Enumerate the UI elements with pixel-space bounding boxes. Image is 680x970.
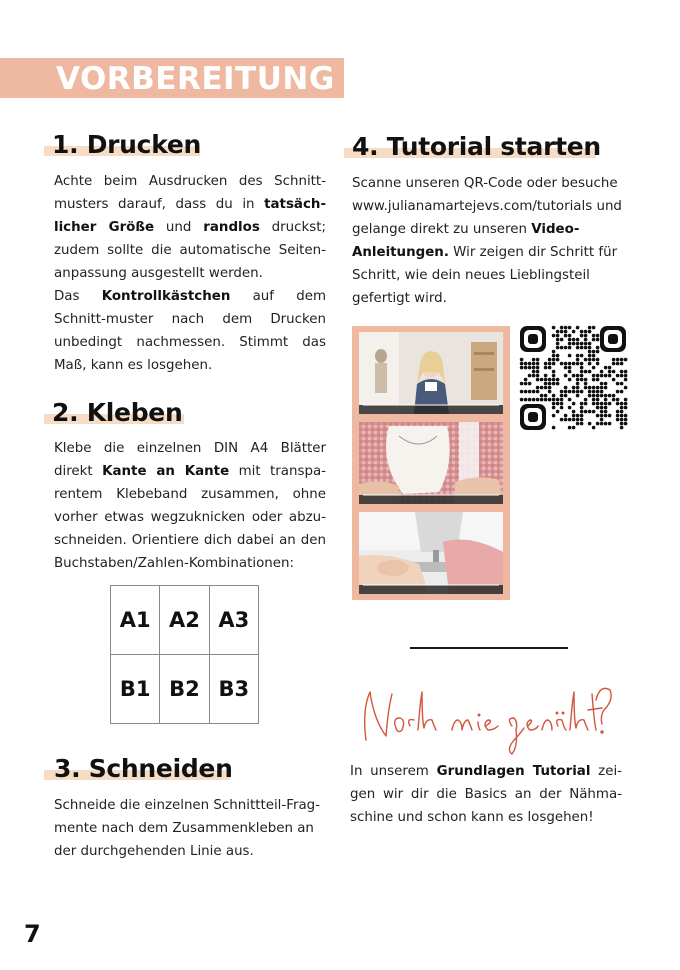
heading-drucken: 1. Drucken [52, 130, 202, 159]
handwritten-no-sewing-title [352, 680, 612, 760]
video-thumbnail-pattern[interactable] [359, 422, 503, 504]
video-thumbnails [352, 326, 510, 600]
page-number: 7 [24, 920, 41, 948]
video-thumbnail-sewing[interactable] [359, 512, 503, 594]
schneiden-text: Schneide die einzelnen Schnittteil-Frag-mente nach dem Zusammenkleben an der durchgehenden Linie aus. [54, 798, 320, 859]
video-thumbnail-intro[interactable] [359, 332, 503, 414]
grid-cell: A2 [160, 586, 209, 655]
page-title: VORBEREITUNG [56, 61, 335, 97]
basics-text: In unserem Grundlagen Tutorial zei-gen wir dir die Basics an der Nähma-schine und schon kann es losgehen! [350, 764, 622, 825]
tutorial-text: Scanne unseren QR-Code oder besuche www.julianamartejevs.com/tutorials und gelange direkt zu unseren Video-Anleitungen. Wir zeigen dir Schritt für Schritt, wie dein neues Lieblingsteil gefertigt wird. [352, 176, 622, 306]
divider-line [410, 647, 568, 649]
heading-schneiden: 3. Schneiden [54, 754, 233, 783]
grid-cell: A3 [210, 586, 259, 655]
grid-cell: B1 [111, 655, 160, 724]
grid-cell: B2 [160, 655, 209, 724]
grid-cell: B3 [210, 655, 259, 724]
qr-code[interactable] [518, 324, 628, 432]
grid-cell: A1 [111, 586, 160, 655]
drucken-text: Achte beim Ausdrucken des Schnitt-musters darauf, dass du in tatsäch-licher Größe und randlos druckst; zudem sollte die automatische Seiten-anpassung ausgestellt werden. Das Kontrollkästchen auf dem Schnitt-muster nach dem Drucken unbedingt nachmessen. Stimmt das Maß, kann es losgehen. [54, 174, 327, 373]
kleben-text: Klebe die einzelnen DIN A4 Blätter direkt Kante an Kante mit transpa-rentem Klebeband zusammen, ohne vorher etwas wegzuknicken oder abzu-schneiden. Orientiere dich dabei an den Buchstaben/Zahlen-Kombinationen: [54, 441, 326, 571]
heading-kleben: 2. Kleben [52, 398, 183, 427]
heading-tutorial: 4. Tutorial starten [352, 132, 601, 161]
page-assembly-grid [110, 585, 259, 724]
